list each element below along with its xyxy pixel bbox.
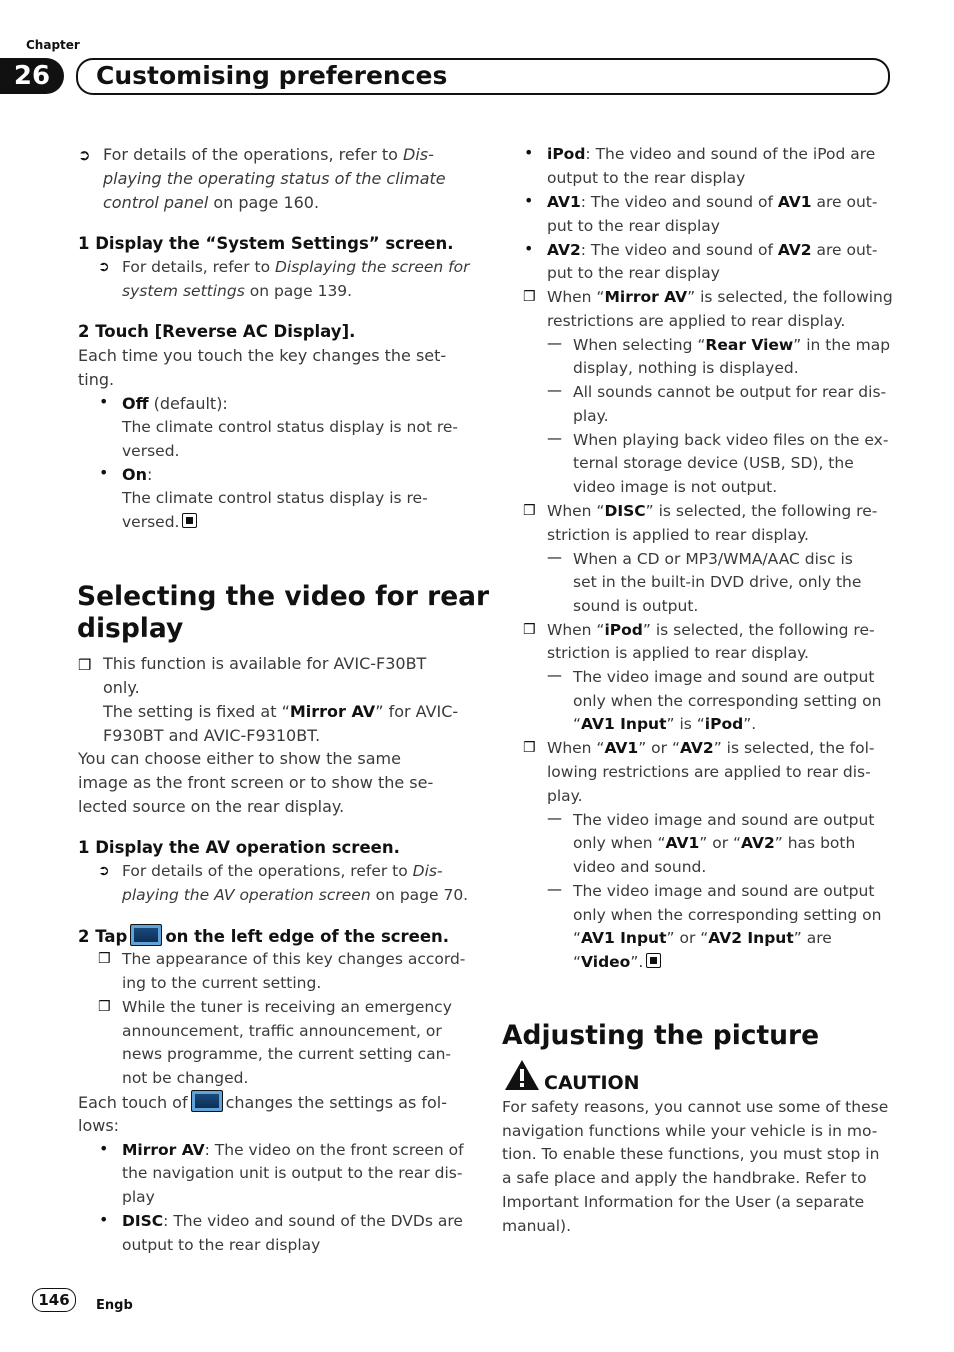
note-line: The appearance of this key changes accord- bbox=[122, 950, 466, 968]
note-line: set in the built-in DVD drive, only the bbox=[573, 573, 862, 591]
note-line: sound is output. bbox=[573, 597, 699, 615]
note-line bbox=[547, 500, 877, 524]
arrow-icon: ➲ bbox=[78, 146, 91, 164]
note-line bbox=[573, 334, 890, 358]
text: For details of the operations, refer to bbox=[122, 862, 413, 880]
bullet-icon: • bbox=[524, 143, 534, 162]
text: are out- bbox=[811, 241, 878, 259]
arrow-icon: ➲ bbox=[98, 259, 110, 275]
text: : The video on the front screen of bbox=[204, 1141, 464, 1159]
text: control panel bbox=[103, 193, 209, 212]
ref-line bbox=[122, 256, 470, 280]
caution-text: a safe place and apply the handbrake. Refer to bbox=[502, 1169, 867, 1187]
text: : The video and sound of bbox=[580, 241, 778, 259]
text: ” or “ bbox=[666, 929, 709, 947]
note-line: The video image and sound are output bbox=[573, 882, 875, 900]
bullet-icon: • bbox=[99, 463, 109, 482]
text: AV2 bbox=[679, 739, 714, 757]
note-line: F930BT and AVIC-F9310BT. bbox=[103, 726, 321, 745]
warning-triangle-icon bbox=[503, 1058, 541, 1092]
note-line: video and sound. bbox=[573, 858, 707, 876]
text: playing the AV operation screen bbox=[122, 886, 371, 904]
note-line bbox=[573, 713, 756, 737]
text: AV1 Input bbox=[581, 715, 667, 733]
rear-display-key-icon bbox=[130, 924, 162, 946]
note-line: restrictions are applied to rear display. bbox=[547, 312, 846, 330]
text: AV1 bbox=[604, 739, 639, 757]
ref-line bbox=[122, 860, 443, 884]
text: ” is selected, the following re- bbox=[645, 502, 878, 520]
note-line: news programme, the current setting can- bbox=[122, 1045, 451, 1063]
bullet-icon: • bbox=[99, 392, 109, 411]
paragraph: image as the front screen or to show the se- bbox=[78, 773, 434, 792]
text: Video bbox=[581, 953, 631, 971]
caution-label: CAUTION bbox=[544, 1072, 640, 1094]
text: When “ bbox=[547, 621, 605, 639]
paragraph: The climate control status display is re- bbox=[122, 489, 428, 507]
text: ” has both bbox=[774, 834, 856, 852]
text: ” is selected, the following bbox=[687, 288, 893, 306]
text: Mirror AV bbox=[289, 702, 376, 721]
note-line bbox=[547, 619, 875, 643]
text: ” is selected, the fol- bbox=[713, 739, 875, 757]
text: ” are bbox=[793, 929, 832, 947]
ref-line: playing the operating status of the climate bbox=[103, 169, 446, 188]
note-line: only. bbox=[103, 678, 140, 697]
text: ” for AVIC- bbox=[375, 702, 459, 721]
text: AV1 bbox=[777, 193, 812, 211]
text: Dis- bbox=[412, 862, 443, 880]
text: on page 160. bbox=[208, 193, 320, 212]
note-line: While the tuner is receiving an emergency bbox=[122, 998, 452, 1016]
option-av2 bbox=[547, 239, 877, 263]
paragraph: put to the rear display bbox=[547, 217, 720, 235]
paragraph: You can choose either to show the same bbox=[78, 749, 401, 768]
note-line: All sounds cannot be output for rear dis- bbox=[573, 383, 887, 401]
text: For details, refer to bbox=[122, 258, 275, 276]
text: iPod bbox=[704, 715, 744, 733]
step-1: 1 Display the AV operation screen. bbox=[78, 838, 400, 857]
text: Dis- bbox=[403, 145, 434, 164]
text: AV2 bbox=[547, 241, 581, 259]
text: The setting is fixed at “ bbox=[103, 702, 290, 721]
section-heading: display bbox=[77, 613, 184, 644]
note-line: lowing restrictions are applied to rear dis- bbox=[547, 763, 871, 781]
paragraph: output to the rear display bbox=[547, 169, 746, 187]
text: DISC bbox=[122, 1212, 164, 1230]
text: When “ bbox=[547, 502, 605, 520]
step-1: 1 Display the “System Settings” screen. bbox=[78, 234, 454, 253]
dash-icon: — bbox=[547, 334, 562, 352]
note-line: When a CD or MP3/WMA/AAC disc is bbox=[573, 550, 853, 568]
section-heading: Selecting the video for rear bbox=[77, 581, 490, 612]
language-code: Engb bbox=[96, 1298, 133, 1313]
text: ” in the map bbox=[793, 336, 891, 354]
paragraph: Each time you touch the key changes the set- bbox=[78, 346, 447, 365]
section-heading: Adjusting the picture bbox=[502, 1020, 820, 1051]
text: AV2 bbox=[741, 834, 775, 852]
paragraph: put to the rear display bbox=[547, 264, 720, 282]
chapter-label: Chapter bbox=[26, 38, 80, 52]
text: “ bbox=[573, 715, 582, 733]
ref-line bbox=[122, 280, 352, 304]
note-line: only when the corresponding setting on bbox=[573, 906, 882, 924]
text: only when “ bbox=[573, 834, 666, 852]
note-line: This function is available for AVIC-F30BT bbox=[103, 654, 427, 673]
chapter-number: 26 bbox=[0, 58, 64, 94]
arrow-icon: ➲ bbox=[98, 863, 110, 879]
text: iPod bbox=[604, 621, 643, 639]
option-av1 bbox=[547, 191, 877, 215]
note-line: ing to the current setting. bbox=[122, 974, 322, 992]
note-line bbox=[573, 951, 661, 975]
note-line: announcement, traffic announcement, or bbox=[122, 1022, 442, 1040]
note-line: striction is applied to rear display. bbox=[547, 644, 809, 662]
step-2: 2 Touch [Reverse AC Display]. bbox=[78, 322, 356, 341]
text: Mirror AV bbox=[122, 1141, 205, 1159]
text: on the left edge of the screen. bbox=[165, 927, 450, 946]
note-box-icon: ❒ bbox=[523, 740, 536, 756]
text: changes the settings as fol- bbox=[225, 1093, 447, 1112]
text: ” is selected, the following re- bbox=[642, 621, 875, 639]
note-box-icon: ❒ bbox=[98, 999, 111, 1015]
paragraph: The climate control status display is not re- bbox=[122, 418, 458, 436]
paragraph: lected source on the rear display. bbox=[78, 797, 345, 816]
note-line: striction is applied to rear display. bbox=[547, 526, 809, 544]
note-line bbox=[547, 737, 874, 761]
rear-display-key-icon bbox=[191, 1090, 223, 1112]
text: AV2 Input bbox=[708, 929, 794, 947]
note-line: not be changed. bbox=[122, 1069, 249, 1087]
text: AV1 bbox=[547, 193, 581, 211]
chapter-title: Customising preferences bbox=[96, 61, 448, 90]
bullet-icon: • bbox=[524, 239, 534, 258]
dash-icon: — bbox=[547, 429, 562, 447]
text: Off bbox=[122, 394, 149, 413]
note-line: The video image and sound are output bbox=[573, 811, 875, 829]
ref-line bbox=[103, 143, 434, 167]
text: AV1 bbox=[665, 834, 700, 852]
text: Rear View bbox=[705, 336, 794, 354]
note-line bbox=[103, 700, 458, 724]
end-mark-icon bbox=[646, 953, 661, 968]
text: Mirror AV bbox=[604, 288, 688, 306]
dash-icon: — bbox=[547, 381, 562, 399]
step-2 bbox=[78, 924, 449, 949]
text: “ bbox=[573, 953, 582, 971]
paragraph: ting. bbox=[78, 370, 115, 389]
text: : The video and sound of the DVDs are bbox=[163, 1212, 463, 1230]
text: “ bbox=[573, 929, 582, 947]
text: ” or “ bbox=[699, 834, 742, 852]
text: are out- bbox=[811, 193, 878, 211]
paragraph: lows: bbox=[78, 1116, 120, 1135]
note-line: only when the corresponding setting on bbox=[573, 692, 882, 710]
dash-icon: — bbox=[547, 666, 562, 684]
text: AV1 Input bbox=[581, 929, 667, 947]
option-disc bbox=[122, 1210, 463, 1234]
paragraph bbox=[78, 1090, 447, 1115]
note-box-icon: ❒ bbox=[78, 656, 92, 674]
note-line bbox=[573, 832, 855, 856]
caution-text: Important Information for the User (a separate bbox=[502, 1193, 865, 1211]
paragraph: versed. bbox=[122, 442, 180, 460]
text: ” or “ bbox=[638, 739, 680, 757]
note-line bbox=[547, 286, 893, 310]
text: AV2 bbox=[777, 241, 812, 259]
caution-text: tion. To enable these functions, you must stop in bbox=[502, 1145, 880, 1163]
note-box-icon: ❒ bbox=[523, 622, 536, 638]
dash-icon: — bbox=[547, 809, 562, 827]
bullet-icon: • bbox=[99, 1210, 109, 1229]
text: on page 70. bbox=[370, 886, 469, 904]
text: DISC bbox=[604, 502, 646, 520]
text: For details of the operations, refer to bbox=[103, 145, 404, 164]
note-line: play. bbox=[547, 787, 583, 805]
ref-line bbox=[122, 884, 468, 908]
page-number: 146 bbox=[32, 1288, 76, 1312]
text: system settings bbox=[122, 282, 245, 300]
note-line: play. bbox=[573, 407, 609, 425]
text: : The video and sound of bbox=[580, 193, 778, 211]
paragraph: play bbox=[122, 1188, 155, 1206]
note-line: video image is not output. bbox=[573, 478, 778, 496]
text: on page 139. bbox=[244, 282, 353, 300]
text: : bbox=[147, 465, 153, 484]
text: ”. bbox=[630, 953, 644, 971]
text: : The video and sound of the iPod are bbox=[585, 145, 876, 163]
text: (default): bbox=[148, 394, 228, 413]
note-box-icon: ❒ bbox=[523, 503, 536, 519]
ref-line bbox=[103, 191, 319, 215]
text: When “ bbox=[547, 739, 605, 757]
caution-text: For safety reasons, you cannot use some of these bbox=[502, 1098, 889, 1116]
paragraph: output to the rear display bbox=[122, 1236, 321, 1254]
note-line: ternal storage device (USB, SD), the bbox=[573, 454, 854, 472]
end-mark-icon bbox=[182, 513, 197, 528]
text: When selecting “ bbox=[573, 336, 706, 354]
option-ipod bbox=[547, 143, 875, 167]
text: On bbox=[122, 465, 147, 484]
text: iPod bbox=[547, 145, 586, 163]
note-line: display, nothing is displayed. bbox=[573, 359, 799, 377]
text: When “ bbox=[547, 288, 605, 306]
paragraph: the navigation unit is output to the rear dis- bbox=[122, 1164, 463, 1182]
dash-icon: — bbox=[547, 548, 562, 566]
text: Displaying the screen for bbox=[275, 258, 470, 276]
text: Each touch of bbox=[78, 1093, 188, 1112]
caution-text: navigation functions while your vehicle is in mo- bbox=[502, 1122, 878, 1140]
text: ”. bbox=[743, 715, 757, 733]
bullet-icon: • bbox=[99, 1139, 109, 1158]
note-box-icon: ❒ bbox=[523, 289, 536, 305]
note-line bbox=[573, 927, 832, 951]
note-line: The video image and sound are output bbox=[573, 668, 875, 686]
note-box-icon: ❒ bbox=[98, 951, 111, 967]
option-off bbox=[122, 392, 228, 416]
text: 2 Tap bbox=[78, 927, 128, 946]
text: versed. bbox=[122, 513, 180, 531]
paragraph bbox=[122, 511, 197, 535]
text: ” is “ bbox=[666, 715, 705, 733]
caution-text: manual). bbox=[502, 1217, 572, 1235]
bullet-icon: • bbox=[524, 191, 534, 210]
note-line: When playing back video files on the ex- bbox=[573, 431, 889, 449]
dash-icon: — bbox=[547, 880, 562, 898]
option-mirror-av bbox=[122, 1139, 464, 1163]
option-on bbox=[122, 463, 152, 487]
